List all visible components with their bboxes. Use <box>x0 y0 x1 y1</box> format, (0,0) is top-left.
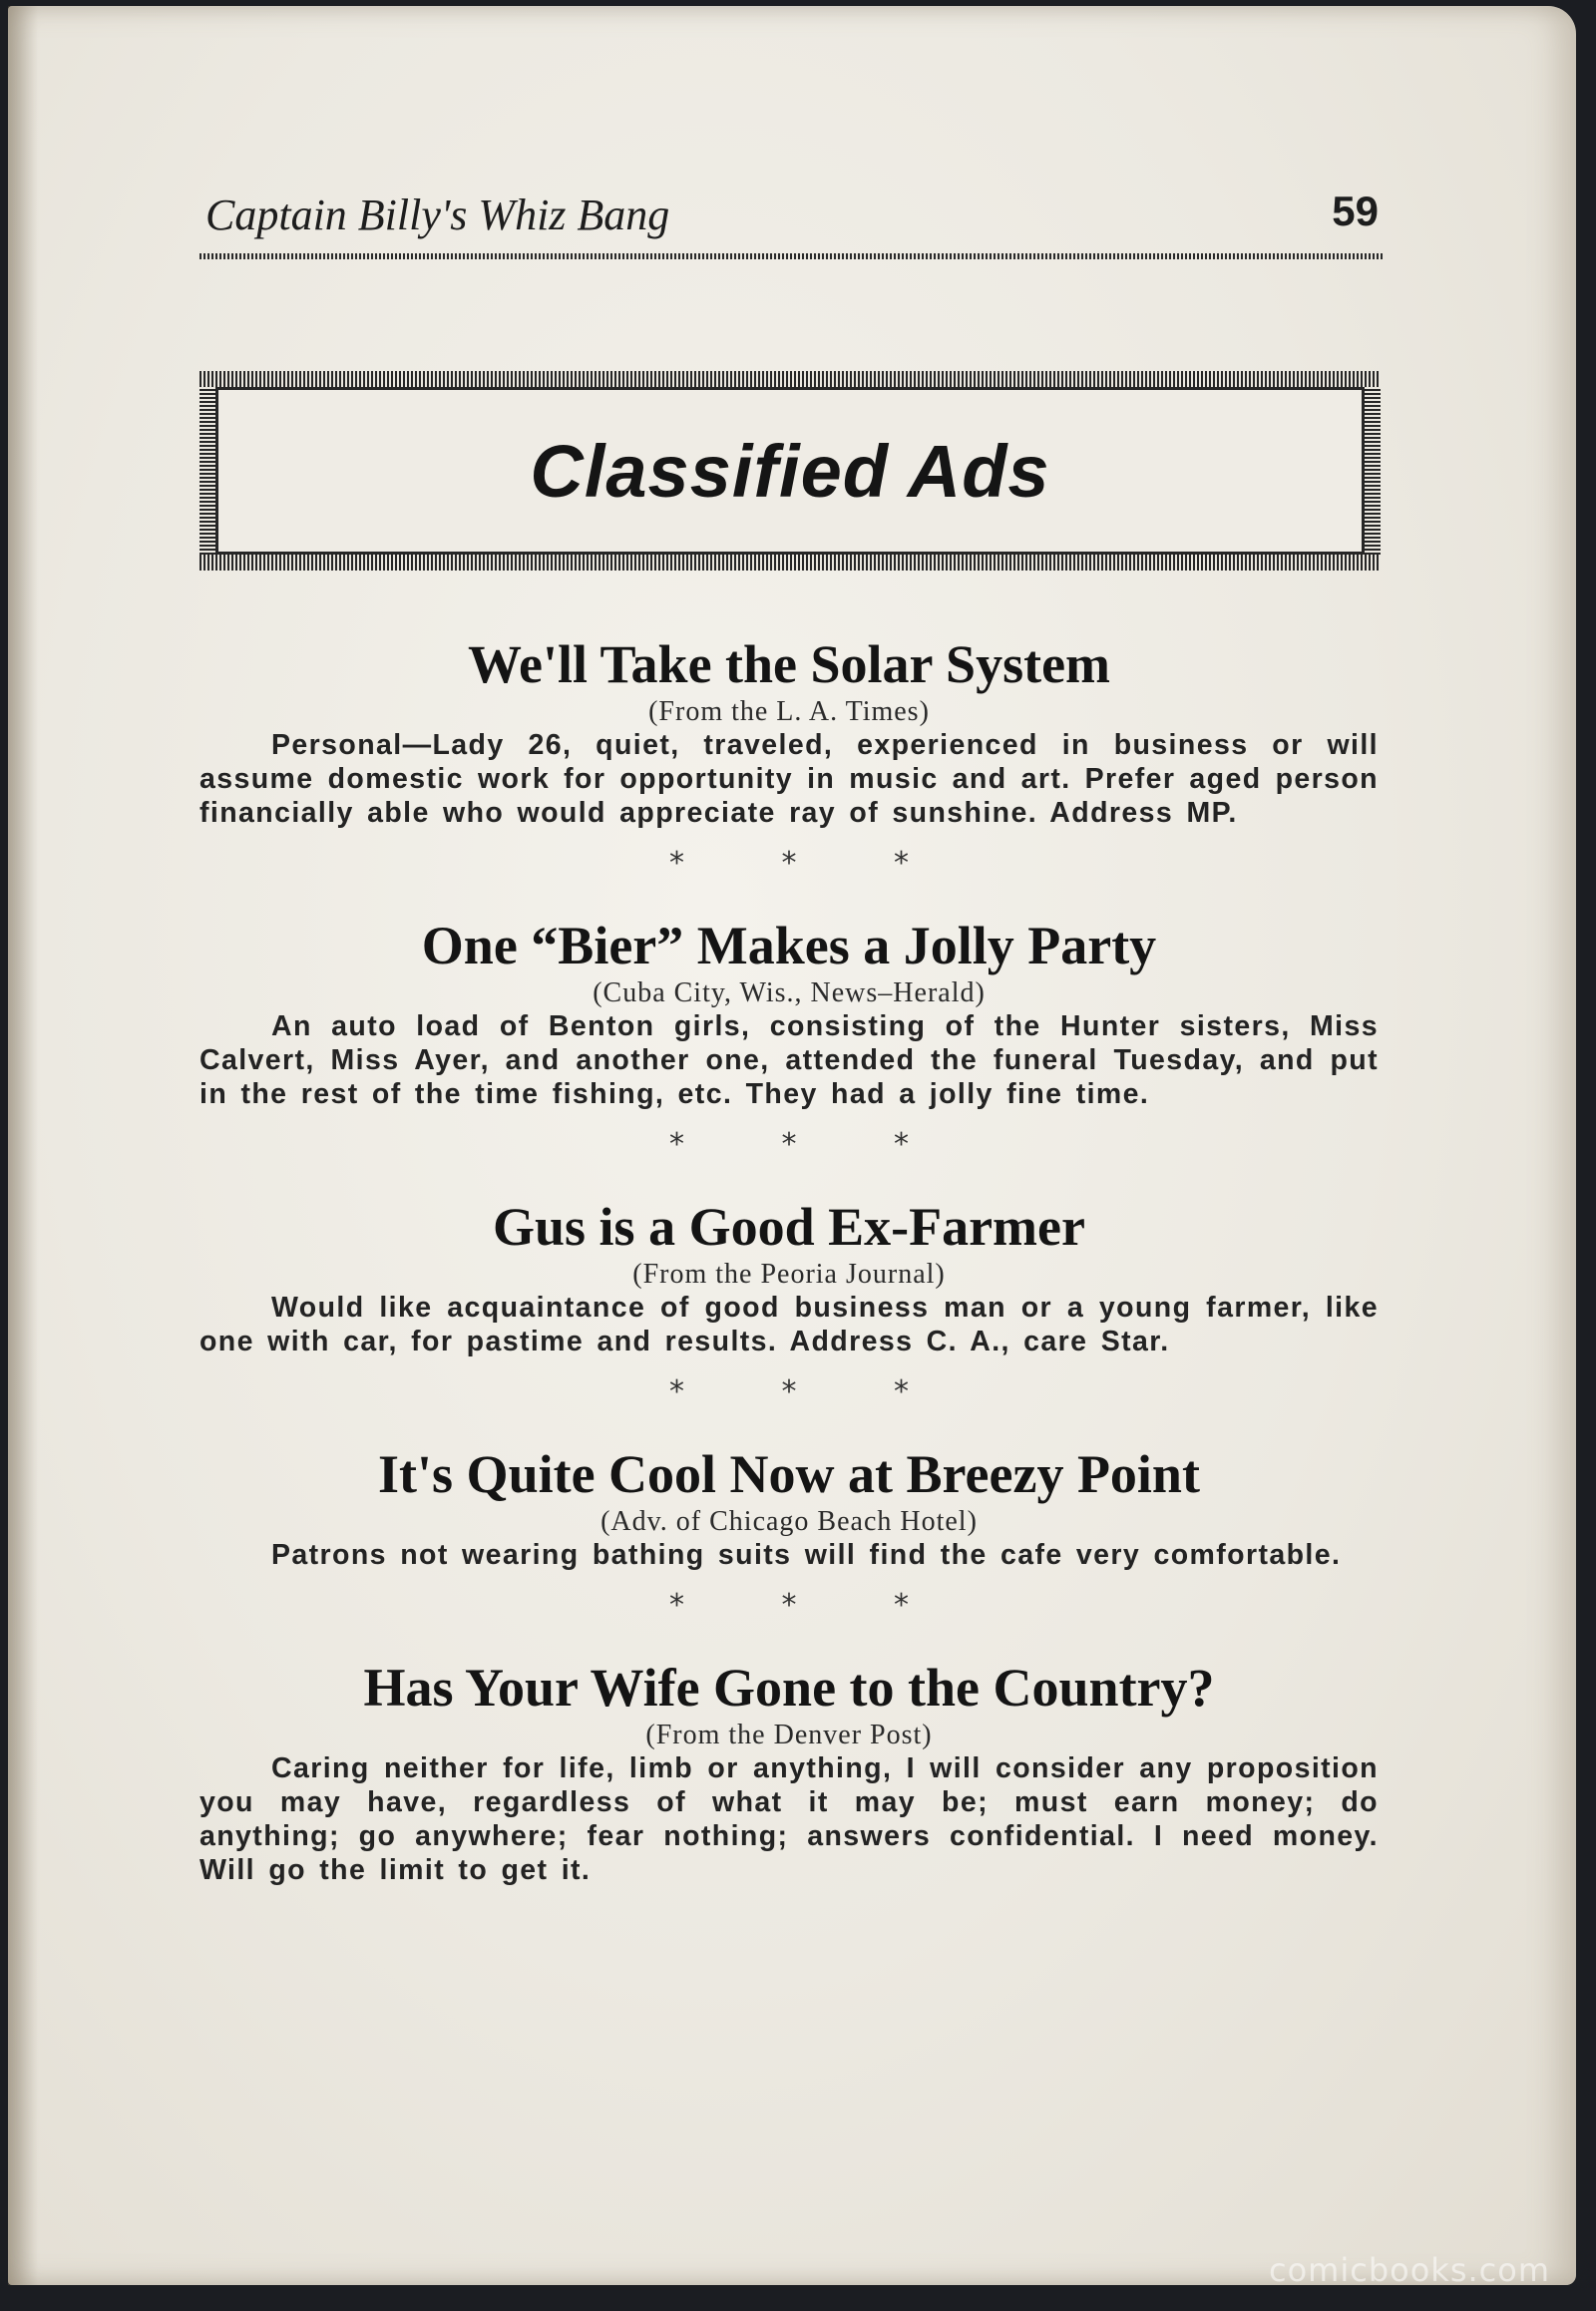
ad-source: (Cuba City, Wis., News–Herald) <box>593 977 986 1008</box>
ad-separator: * * * <box>668 846 954 881</box>
ad-item <box>200 1656 1379 1887</box>
ad-separator: * * * <box>668 1127 954 1162</box>
page-binding-shadow <box>8 6 38 2285</box>
ad-body: An auto load of Benton girls, consisting of the Hunter sisters, Miss Calvert, Miss Ayer, and another one, attended the funeral Tuesday, and put in the rest of the time fishing, etc. They had a jolly fine time. <box>200 1010 1379 1110</box>
magazine-page <box>8 6 1576 2285</box>
header-rule <box>200 253 1383 259</box>
ad-body: Would like acquaintance of good business man or a young farmer, like one with car, for pastime and results. Address C. A., care Star. <box>200 1292 1379 1357</box>
ad-source: (From the Denver Post) <box>645 1720 933 1750</box>
classified-ads-list <box>200 632 1379 1887</box>
ad-source: (From the L. A. Times) <box>648 696 930 727</box>
ad-item <box>200 632 1379 830</box>
ad-body: Patrons not wearing bathing suits will find the cafe very comfortable. <box>271 1539 1342 1571</box>
section-banner-inner <box>215 387 1365 555</box>
ad-title: It's Quite Cool Now at Breezy Point <box>378 1444 1200 1504</box>
ad-item <box>200 914 1379 1111</box>
page-header <box>200 184 1383 259</box>
ad-source: (Adv. of Chicago Beach Hotel) <box>600 1506 978 1537</box>
ad-body: Personal—Lady 26, quiet, traveled, experienced in business or will assume domestic work for opportunity in music and art. Prefer aged person financially able who would appreciate ray of sunshine. Address MP. <box>200 729 1379 829</box>
site-watermark: comicbooks.com <box>1268 2251 1550 2289</box>
ad-separator: * * * <box>668 1588 954 1623</box>
ad-item <box>200 1195 1379 1358</box>
ad-title: Gus is a Good Ex-Farmer <box>493 1197 1085 1257</box>
ad-title: We'll Take the Solar System <box>467 634 1111 694</box>
ad-item <box>200 1442 1379 1572</box>
ad-title: Has Your Wife Gone to the Country? <box>363 1658 1215 1718</box>
page-number: 59 <box>1332 188 1379 234</box>
running-title: Captain Billy's Whiz Bang <box>205 191 670 239</box>
section-title: Classified Ads <box>530 429 1050 513</box>
section-banner <box>200 371 1381 571</box>
ad-separator: * * * <box>668 1374 954 1409</box>
ad-source: (From the Peoria Journal) <box>632 1259 946 1290</box>
ad-title: One “Bier” Makes a Jolly Party <box>421 916 1157 975</box>
ad-body: Caring neither for life, limb or anything, I will consider any proposition you may have, regardless of what it may be; must earn money; do anything; go anywhere; fear nothing; answers confidential. I need money. Will go the limit to get it. <box>200 1752 1379 1886</box>
